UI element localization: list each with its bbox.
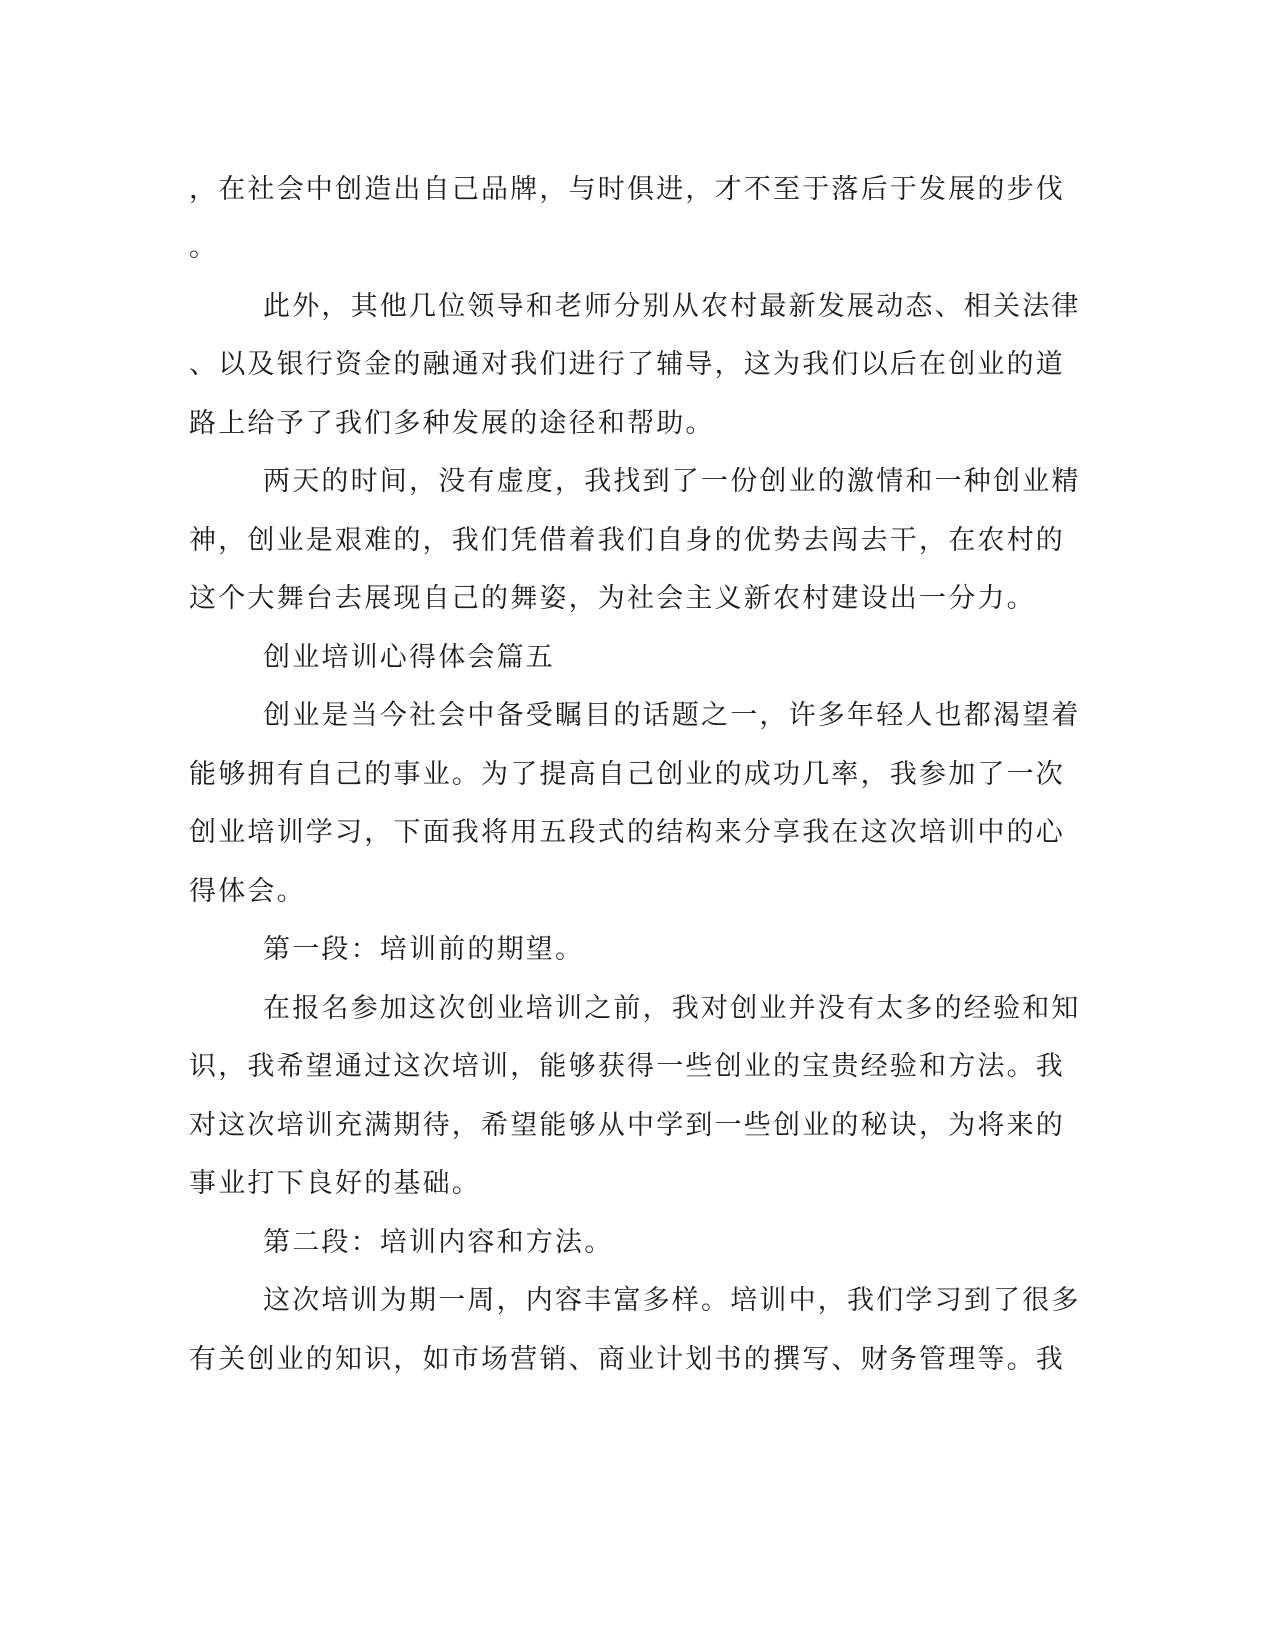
text-line-4: 、以及银行资金的融通对我们进行了辅导，这为我们以后在创业的道 (189, 349, 1065, 380)
text-line-21: 有关创业的知识，如市场营销、商业计划书的撰写、财务管理等。我 (189, 1344, 1065, 1375)
text-line-13: 得体会。 (189, 876, 306, 907)
paragraph-start-line: 在报名参加这次创业培训之前，我对创业并没有太多的经验和知 (263, 993, 1081, 1024)
paragraph-start-line: 创业是当今社会中备受瞩目的话题之一，许多年轻人也都渴望着 (263, 700, 1081, 731)
text-line-12: 创业培训学习，下面我将用五段式的结构来分享我在这次培训中的心 (189, 817, 1065, 848)
paragraph-start-line: 这次培训为期一周，内容丰富多样。培训中，我们学习到了很多 (263, 1285, 1081, 1316)
subsection-heading: 第一段：培训前的期望。 (263, 934, 585, 965)
text-line-7: 神，创业是艰难的，我们凭借着我们自身的优势去闯去干，在农村的 (189, 525, 1065, 556)
text-line-18: 事业打下良好的基础。 (189, 1168, 481, 1199)
text-line-16: 识，我希望通过这次培训，能够获得一些创业的宝贵经验和方法。我 (189, 1051, 1065, 1082)
text-line-1: ，在社会中创造出自己品牌，与时俱进，才不至于落后于发展的步伐 (189, 174, 1065, 205)
paragraph-start-line: 两天的时间，没有虚度，我找到了一份创业的激情和一种创业精 (263, 466, 1081, 497)
text-line-8: 这个大舞台去展现自己的舞姿，为社会主义新农村建设出一分力。 (189, 583, 1036, 614)
section-heading: 创业培训心得体会篇五 (263, 642, 555, 673)
text-line-2: 。 (189, 232, 219, 263)
text-line-5: 路上给予了我们多种发展的途径和帮助。 (189, 408, 715, 439)
text-line-11: 能够拥有自己的事业。为了提高自己创业的成功几率，我参加了一次 (189, 759, 1065, 790)
paragraph-start-line: 此外，其他几位领导和老师分别从农村最新发展动态、相关法律 (263, 291, 1081, 322)
subsection-heading: 第二段：培训内容和方法。 (263, 1227, 614, 1258)
text-line-17: 对这次培训充满期待，希望能够从中学到一些创业的秘诀，为将来的 (189, 1110, 1065, 1141)
